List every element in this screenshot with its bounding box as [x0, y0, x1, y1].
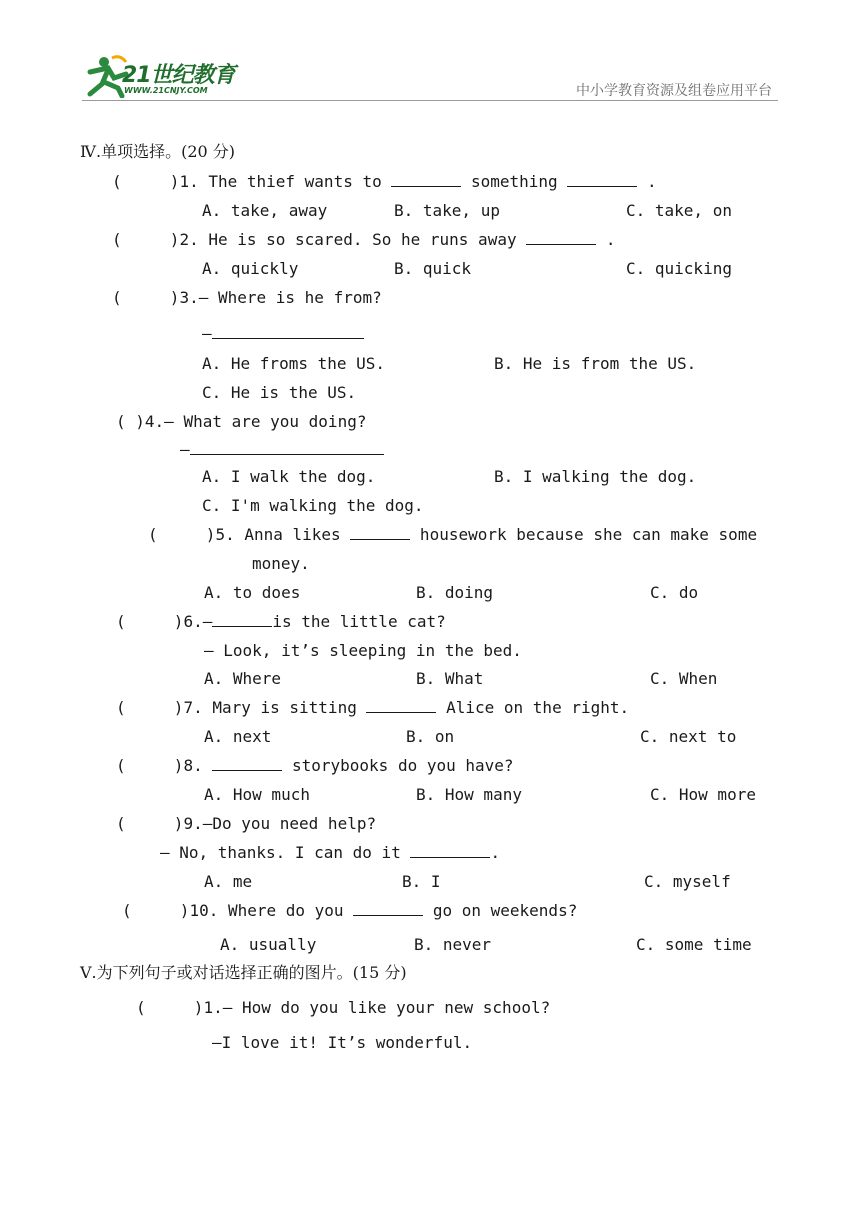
q3-answer-line: —	[202, 324, 364, 344]
answer-paren[interactable]: ( )	[116, 814, 184, 833]
q7-option-b: B. on	[406, 727, 455, 746]
q4-option-a: A. I walk the dog.	[202, 467, 376, 486]
logo-url: WWW.21CNJY.COM	[124, 86, 208, 95]
blank	[212, 324, 364, 339]
blank	[366, 698, 436, 713]
section-4-title: Ⅳ.单项选择。(20 分)	[80, 142, 236, 161]
q2-option-c: C. quicking	[626, 259, 732, 278]
answer-paren[interactable]: ( )	[136, 998, 204, 1017]
platform-name: 中小学教育资源及组卷应用平台	[576, 83, 772, 99]
answer-paren[interactable]: ( )	[116, 612, 184, 631]
q5-option-b: B. doing	[416, 583, 494, 602]
q6-option-a: A. Where	[204, 669, 282, 688]
q3-stem: ( )3.— Where is he from?	[112, 288, 382, 307]
q10-stem: ( )10. Where do you go on weekends?	[122, 901, 578, 920]
answer-paren[interactable]: ( )	[112, 172, 180, 191]
q3-option-a: A. He froms the US.	[202, 354, 386, 373]
q6-stem: ( )6.— is the little cat?	[116, 612, 446, 631]
q5-option-c: C. do	[650, 583, 699, 602]
q10-option-b: B. never	[414, 935, 492, 954]
q9-option-a: A. me	[204, 872, 253, 891]
answer-paren[interactable]: ( )	[122, 901, 190, 920]
header-divider	[82, 100, 778, 101]
s5-q1-stem: ( )1.— How do you like your new school?	[136, 998, 551, 1017]
q3-option-b: B. He is from the US.	[494, 354, 697, 373]
q8-option-c: C. How more	[650, 785, 756, 804]
q8-option-a: A. How much	[204, 785, 310, 804]
q9-stem-line2: — No, thanks. I can do it .	[160, 843, 501, 862]
section-5-title: Ⅴ.为下列句子或对话选择正确的图片。(15 分)	[80, 963, 407, 982]
q6-option-b: B. What	[416, 669, 484, 688]
q8-option-b: B. How many	[416, 785, 522, 804]
q1-option-b: B. take, up	[394, 201, 500, 220]
answer-paren[interactable]: ( )	[112, 288, 180, 307]
q8-stem: ( )8. storybooks do you have?	[116, 756, 514, 775]
q2-option-b: B. quick	[394, 259, 472, 278]
answer-paren[interactable]: ( )	[148, 525, 216, 544]
blank	[190, 440, 384, 455]
q9-option-b: B. I	[402, 872, 441, 891]
q5-stem: ( )5. Anna likes housework because she can make some	[148, 525, 758, 544]
q9-stem: ( )9.—Do you need help?	[116, 814, 377, 833]
q7-stem: ( )7. Mary is sitting Alice on the right.	[116, 698, 630, 717]
q1-option-c: C. take, on	[626, 201, 732, 220]
q9-option-c: C. myself	[644, 872, 731, 891]
q2-option-a: A. quickly	[202, 259, 299, 278]
answer-paren[interactable]: ( )	[116, 698, 184, 717]
q4-stem: ( )4.— What are you doing?	[116, 412, 367, 431]
q6-stem-line2: — Look, it’s sleeping in the bed.	[204, 641, 522, 660]
answer-paren[interactable]: ( )	[112, 230, 180, 249]
q6-option-c: C. When	[650, 669, 718, 688]
blank	[526, 230, 596, 245]
q10-option-a: A. usually	[220, 935, 317, 954]
blank	[391, 172, 461, 187]
q2-stem: ( )2. He is so scared. So he runs away .	[112, 230, 616, 249]
blank	[353, 901, 423, 916]
q10-option-c: C. some time	[636, 935, 752, 954]
q5-option-a: A. to does	[204, 583, 301, 602]
page-header	[0, 0, 860, 110]
blank	[350, 525, 410, 540]
q1-option-a: A. take, away	[202, 201, 328, 220]
blank	[567, 172, 637, 187]
answer-paren[interactable]: ( )	[116, 412, 145, 431]
blank	[212, 756, 282, 771]
blank	[410, 843, 490, 858]
answer-paren[interactable]: ( )	[116, 756, 184, 775]
q4-answer-line: —	[180, 440, 384, 460]
q5-stem-line2: money.	[252, 554, 310, 573]
blank	[212, 612, 272, 627]
q4-option-b: B. I walking the dog.	[494, 467, 697, 486]
q3-option-c: C. He is the US.	[202, 383, 357, 402]
q7-option-a: A. next	[204, 727, 272, 746]
logo-title: 21世纪教育	[122, 63, 235, 88]
q1-stem: ( )1. The thief wants to something .	[112, 172, 657, 191]
q4-option-c: C. I'm walking the dog.	[202, 496, 424, 515]
q7-option-c: C. next to	[640, 727, 737, 746]
s5-q1-stem-line2: —I love it! It’s wonderful.	[212, 1033, 473, 1052]
